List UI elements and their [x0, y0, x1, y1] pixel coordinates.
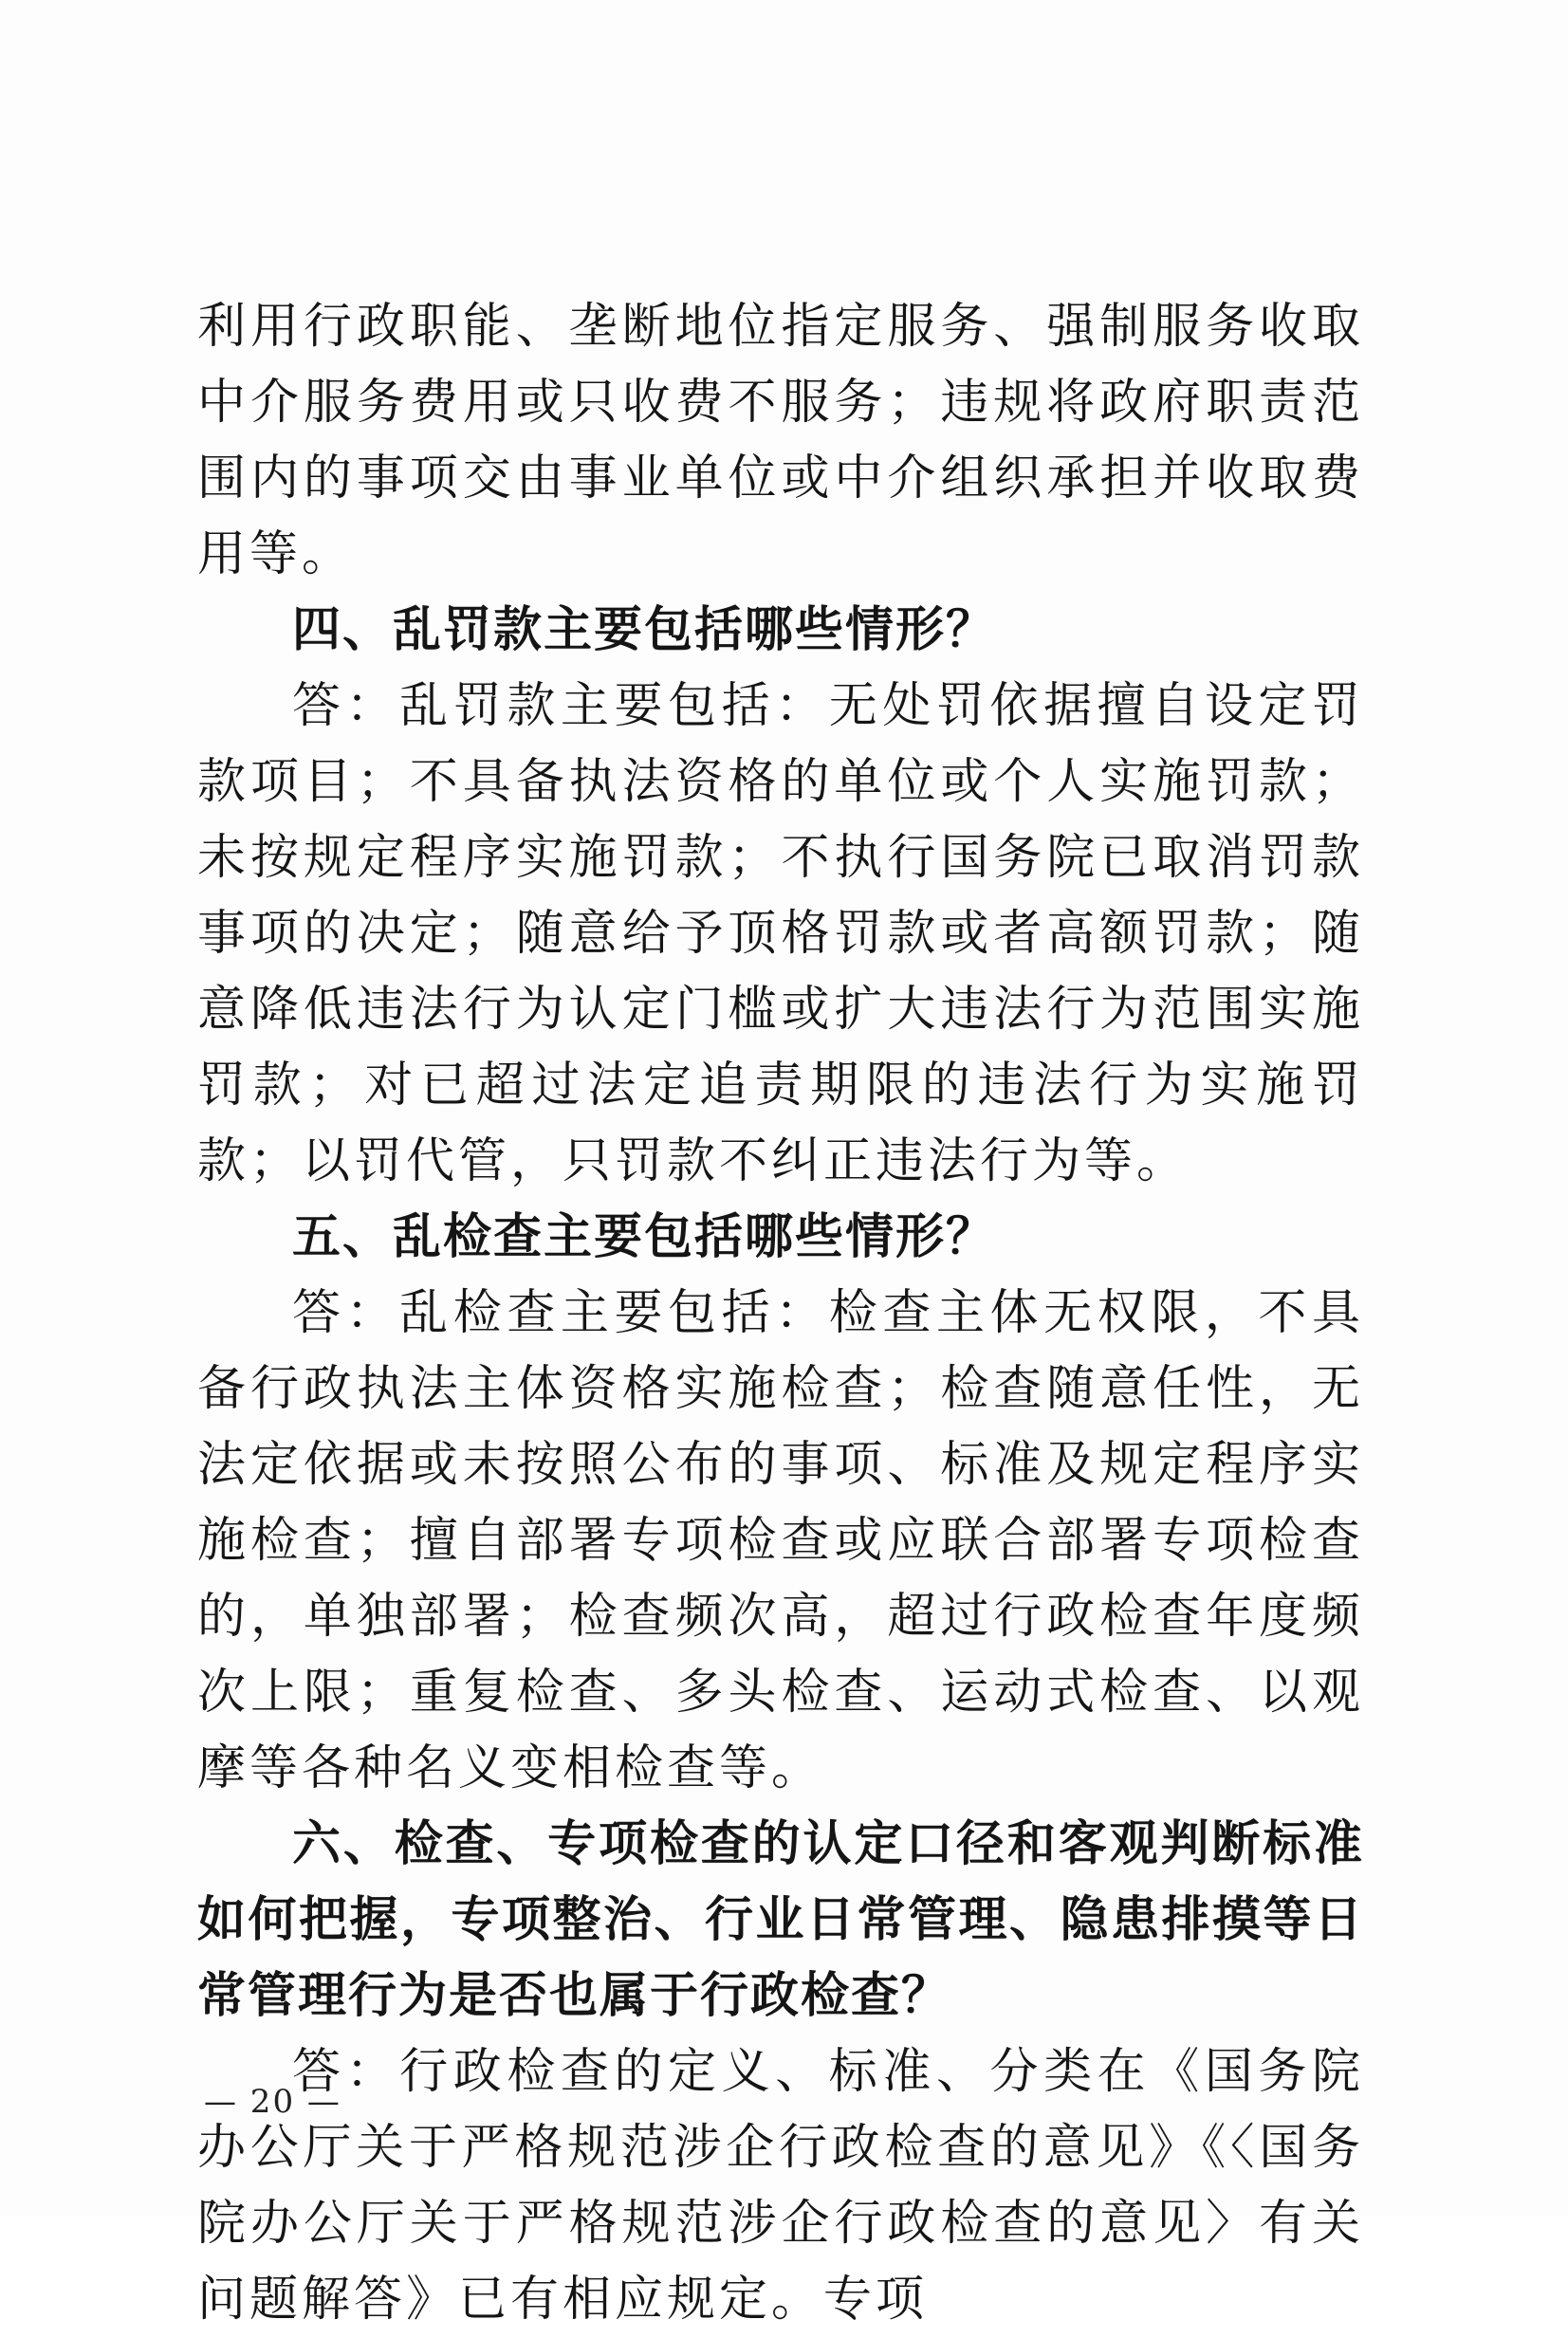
answer-paragraph-4: 答：乱罚款主要包括：无处罚依据擅自设定罚款项目；不具备执法资格的单位或个人实施罚款；未按规定程序实施罚款；不执行国务院已取消罚款事项的决定；随意给予顶格罚款或者高额罚款；随意降低违法行为认定门槛或扩大违法行为范围实施罚款；对已超过法定追责期限的违法行为实施罚款；以罚代管，只罚款不纠正违法行为等。 — [197, 678, 1364, 1189]
page-number: — 20 — — [204, 2083, 341, 2121]
heading-question-6: 六、检查、专项检查的认定口径和客观判断标准如何把握，专项整治、行业日常管理、隐患排摸等日常管理行为是否也属于行政检查？ — [197, 1816, 1364, 2024]
heading-question-4: 四、乱罚款主要包括哪些情形？ — [292, 602, 997, 658]
answer-paragraph-5: 答：乱检查主要包括：检查主体无权限，不具备行政执法主体资格实施检查；检查随意任性，无法定依据或未按照公布的事项、标准及规定程序实施检查；擅自部署专项检查或应联合部署专项检查的，单独部署；检查频次高，超过行政检查年度频次上限；重复检查、多头检查、运动式检查、以观摩等各种名义变相检查等。 — [197, 1285, 1364, 1796]
heading-question-5: 五、乱检查主要包括哪些情形？ — [292, 1209, 997, 1265]
answer-paragraph-6: 答：行政检查的定义、标准、分类在《国务院办公厅关于严格规范涉企行政检查的意见》《〈国务院办公厅关于严格规范涉企行政检查的意见〉有关问题解答》已有相应规定。专项 — [197, 2044, 1364, 2328]
paragraph-continuation: 利用行政职能、垄断地位指定服务、强制服务收取中介服务费用或只收费不服务；违规将政府职责范围内的事项交由事业单位或中介组织承担并收取费用等。 — [197, 299, 1364, 582]
page-body — [197, 289, 1364, 2338]
